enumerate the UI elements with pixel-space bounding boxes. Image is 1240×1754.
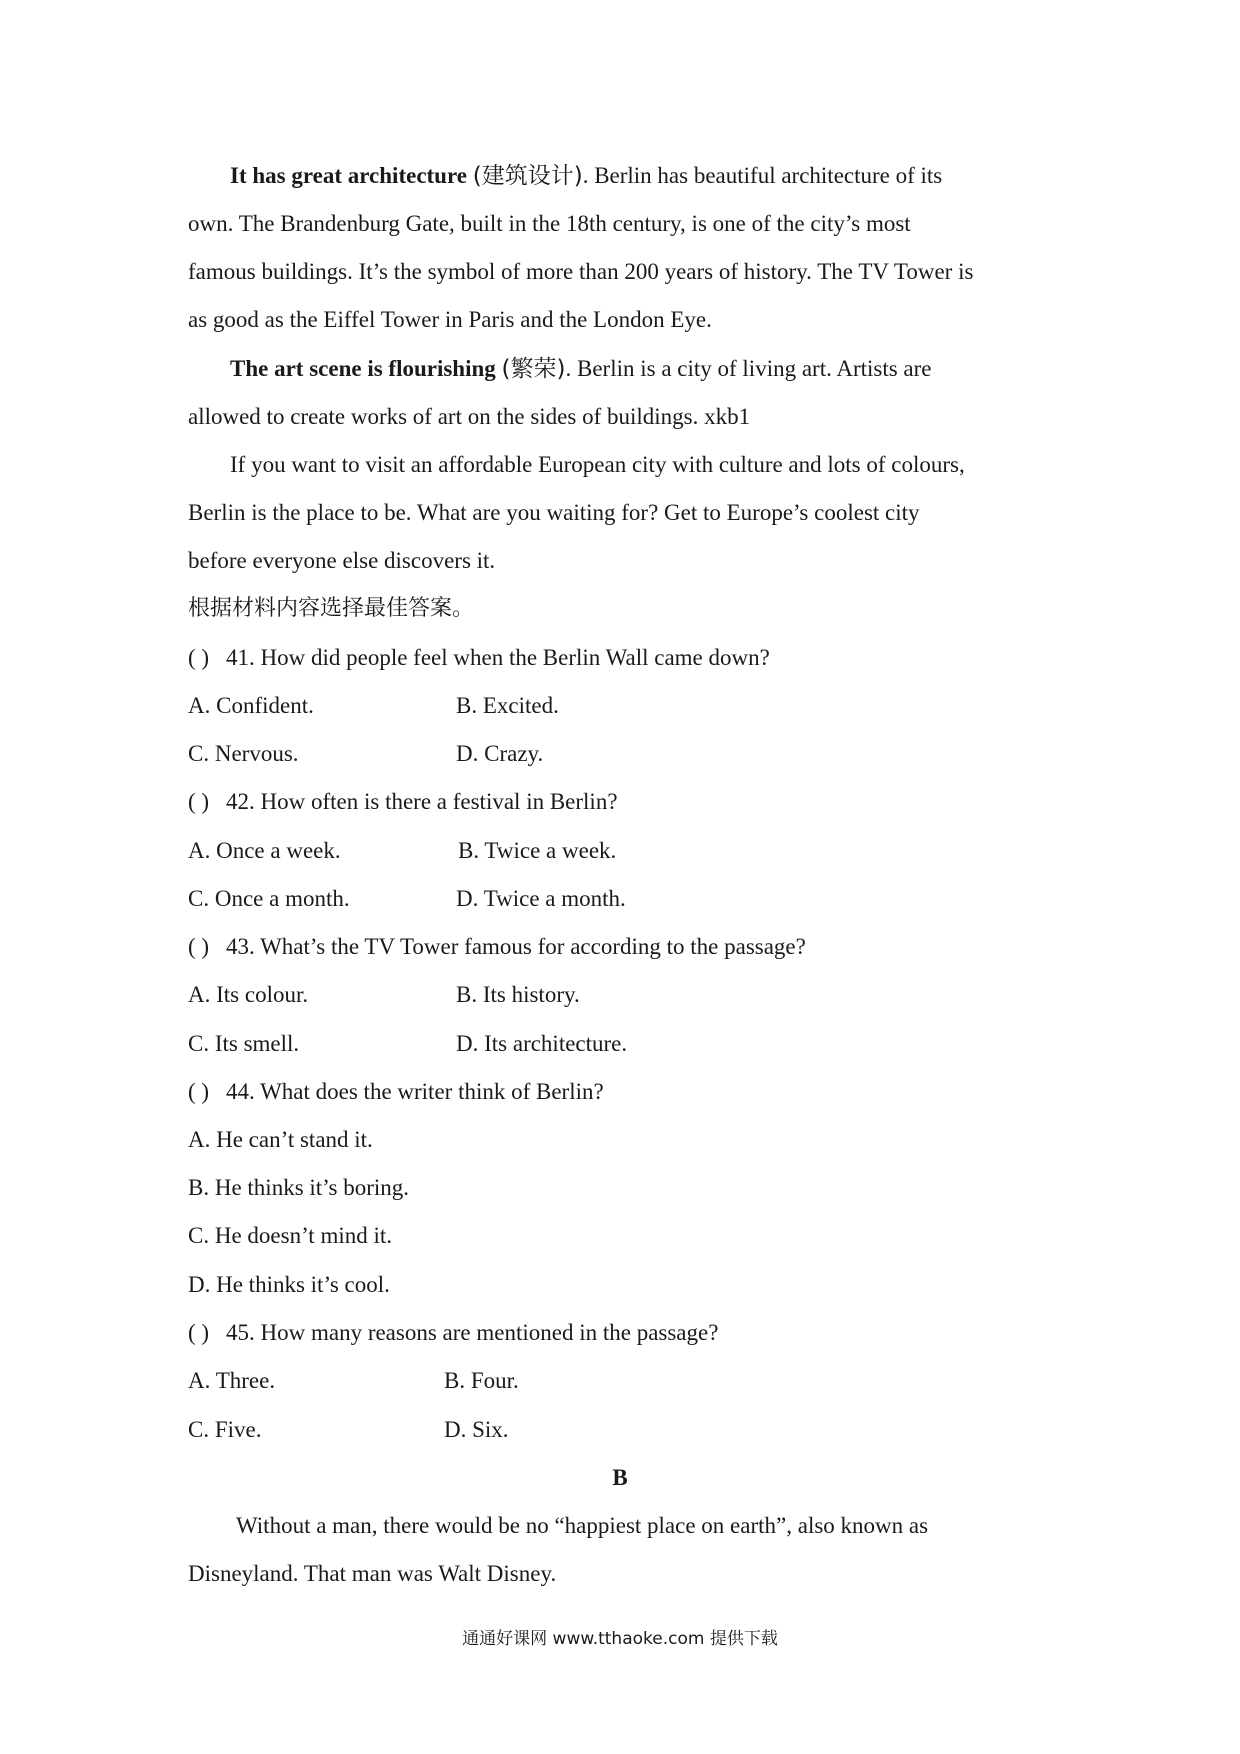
option-d: D. He thinks it’s cool. <box>188 1272 390 1297</box>
option-a: A. Its colour. <box>188 982 309 1007</box>
question-43 <box>188 932 806 962</box>
option-d: D. Crazy. <box>456 741 544 766</box>
passage-line: famous buildings. It’s the symbol of more than 200 years of history. The TV Tower is <box>188 259 974 284</box>
passage-line <box>230 161 942 191</box>
option-c: C. He doesn’t mind it. <box>188 1223 393 1248</box>
answer-blank: ( ) <box>188 1079 210 1104</box>
option-b: B. Twice a week. <box>458 838 617 863</box>
passage-line: before everyone else discovers it. <box>188 548 496 573</box>
option-a: A. Three. <box>188 1368 276 1393</box>
option-c: C. Five. <box>188 1417 262 1442</box>
question-text: 45. How many reasons are mentioned in the passage? <box>226 1320 719 1345</box>
option-c: C. Once a month. <box>188 886 350 911</box>
answer-blank: ( ) <box>188 645 210 670</box>
section-heading: B <box>612 1465 628 1490</box>
question-44 <box>188 1077 604 1107</box>
option-d: D. Twice a month. <box>456 886 626 911</box>
passage-line: If you want to visit an affordable European city with culture and lots of colours, <box>230 452 965 477</box>
options-row <box>188 1366 519 1396</box>
answer-blank: ( ) <box>188 1320 210 1345</box>
option-b: B. Excited. <box>456 693 559 718</box>
question-41 <box>188 643 770 673</box>
passage-line: as good as the Eiffel Tower in Paris and the London Eye. <box>188 307 712 332</box>
option-d: D. Its architecture. <box>456 1031 628 1056</box>
answer-blank: ( ) <box>188 934 210 959</box>
passage-line: own. The Brandenburg Gate, built in the 18th century, is one of the city’s most <box>188 211 911 236</box>
options-row <box>188 980 580 1010</box>
question-45 <box>188 1318 718 1348</box>
page-footer: 通通好课网 www.tthaoke.com 提供下载 <box>462 1629 778 1649</box>
question-text: 41. How did people feel when the Berlin Wall came down? <box>226 645 770 670</box>
options-row <box>188 1415 509 1445</box>
passage-line: Without a man, there would be no “happiest place on earth”, also known as <box>236 1513 929 1538</box>
passage-text: . Berlin is a city of living art. Artists are <box>565 356 932 381</box>
option-c: C. Its smell. <box>188 1031 300 1056</box>
paragraph-lead: It has great architecture <box>230 163 467 188</box>
passage-line: Berlin is the place to be. What are you waiting for? Get to Europe’s coolest city <box>188 500 920 525</box>
option-a: A. Once a week. <box>188 838 341 863</box>
passage-line: Disneyland. That man was Walt Disney. <box>188 1561 557 1586</box>
options-row <box>188 884 626 914</box>
instruction: 根据材料内容选择最佳答案。 <box>188 596 475 621</box>
answer-blank: ( ) <box>188 789 210 814</box>
passage-line: allowed to create works of art on the sides of buildings. xkb1 <box>188 404 751 429</box>
question-text: 42. How often is there a festival in Berlin? <box>226 789 618 814</box>
option-c: C. Nervous. <box>188 741 299 766</box>
option-a: A. Confident. <box>188 693 314 718</box>
question-42 <box>188 787 618 817</box>
question-text: 44. What does the writer think of Berlin? <box>226 1079 604 1104</box>
gloss: (繁荣) <box>501 356 566 382</box>
option-a: A. He can’t stand it. <box>188 1127 373 1152</box>
gloss: (建筑设计) <box>472 163 583 189</box>
option-d: D. Six. <box>444 1417 509 1442</box>
options-row <box>188 1029 627 1059</box>
options-row <box>188 691 559 721</box>
passage-line <box>230 354 932 384</box>
passage-text: . Berlin has beautiful architecture of its <box>582 163 943 188</box>
option-b: B. Its history. <box>456 982 580 1007</box>
question-text: 43. What’s the TV Tower famous for according to the passage? <box>226 934 806 959</box>
options-row <box>188 739 543 769</box>
option-b: B. Four. <box>444 1368 519 1393</box>
options-row <box>188 836 616 866</box>
paragraph-lead: The art scene is flourishing <box>230 356 496 381</box>
option-b: B. He thinks it’s boring. <box>188 1175 410 1200</box>
